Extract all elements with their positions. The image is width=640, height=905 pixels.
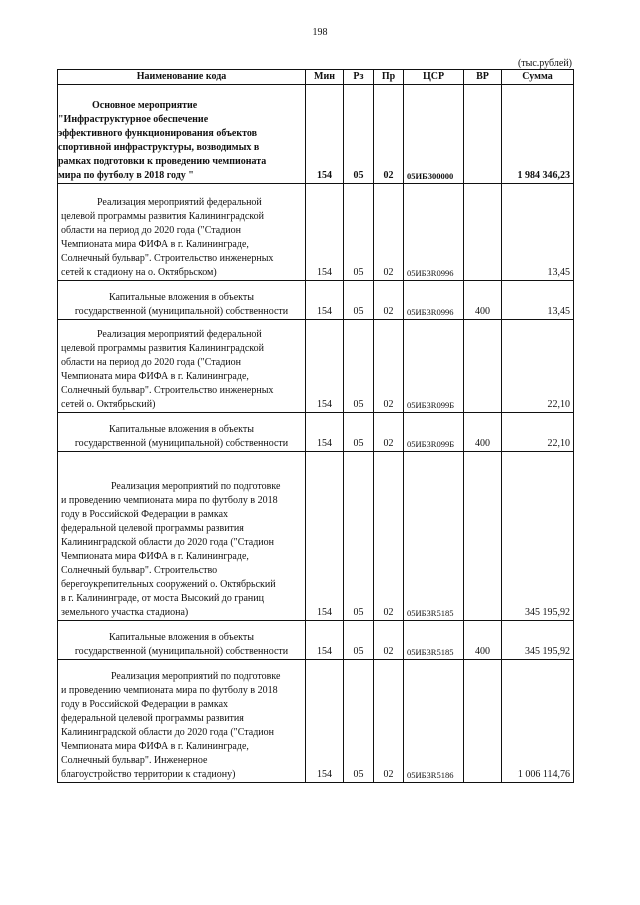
row-name: [58, 452, 306, 621]
cell-sum: 22,10: [502, 320, 574, 413]
cell-min: 154: [306, 660, 344, 783]
name-line: Чемпионата мира ФИФА в г. Калининграде,: [61, 239, 249, 250]
cell-rz: 05: [344, 85, 374, 184]
name-line: государственной (муниципальной) собственности: [74, 438, 289, 449]
cell-min: 154: [306, 452, 344, 621]
name-line: федеральной целевой программы развития: [61, 523, 244, 534]
name-line: Реализация мероприятий по подготовке: [111, 671, 281, 682]
cell-pr: 02: [374, 85, 404, 184]
name-line: федеральной целевой программы развития: [61, 713, 244, 724]
name-line: Солнечный бульвар". Инженерное: [61, 755, 208, 766]
table-row: [58, 660, 574, 783]
name-line: Реализация мероприятий по подготовке: [111, 481, 281, 492]
name-line: Реализация мероприятий федеральной: [97, 197, 262, 208]
header-pr: Пр: [374, 70, 404, 85]
name-line: и проведению чемпионата мира по футболу в 2018: [61, 685, 278, 696]
name-line: Основное мероприятие: [92, 100, 198, 111]
cell-sum: 1 006 114,76: [502, 660, 574, 783]
cell-vr: [464, 660, 502, 783]
cell-pr: 02: [374, 452, 404, 621]
cell-csr: 05ИБ3R5185: [404, 452, 464, 621]
name-line: "Инфраструктурное обеспечение: [58, 114, 209, 125]
cell-pr: 02: [374, 184, 404, 281]
cell-min: 154: [306, 184, 344, 281]
cell-vr: [464, 320, 502, 413]
table-row: [58, 320, 574, 413]
name-line: Чемпионата мира ФИФА в г. Калининграде,: [61, 741, 249, 752]
header-sum: Сумма: [502, 70, 574, 85]
name-line: Калининградской области до 2020 года ("Стадион: [61, 537, 275, 548]
cell-vr: 400: [464, 621, 502, 660]
row-name: [58, 660, 306, 783]
cell-pr: 02: [374, 660, 404, 783]
table-header-row: [58, 70, 574, 85]
name-line: государственной (муниципальной) собственности: [74, 646, 289, 657]
budget-table: [57, 69, 574, 783]
cell-vr: [464, 184, 502, 281]
name-line: области на период до 2020 года ("Стадион: [61, 225, 242, 236]
cell-pr: 02: [374, 413, 404, 452]
cell-vr: 400: [464, 281, 502, 320]
name-line: рамках подготовки к проведению чемпионата: [58, 156, 267, 167]
cell-min: 154: [306, 413, 344, 452]
row-name: [58, 184, 306, 281]
header-rz: Рз: [344, 70, 374, 85]
header-csr: ЦСР: [404, 70, 464, 85]
row-name: [58, 621, 306, 660]
cell-rz: 05: [344, 452, 374, 621]
name-line: спортивной инфраструктуры, возводимых в: [58, 142, 260, 153]
name-line: году в Российской Федерации в рамках: [61, 699, 229, 710]
name-line: Реализация мероприятий федеральной: [97, 329, 262, 340]
table-row: [58, 413, 574, 452]
table-row: [58, 85, 574, 184]
table-row: [58, 621, 574, 660]
name-line: благоустройство территории к стадиону): [61, 769, 236, 780]
row-name: [58, 85, 306, 184]
name-line: целевой программы развития Калининградской: [61, 343, 265, 354]
name-line: государственной (муниципальной) собственности: [74, 306, 289, 317]
name-line: целевой программы развития Калининградской: [61, 211, 265, 222]
cell-csr: 05ИБ3R5185: [404, 621, 464, 660]
name-line: Солнечный бульвар". Строительство инженерных: [61, 385, 274, 396]
table-row: [58, 452, 574, 621]
name-line: Капитальные вложения в объекты: [109, 632, 254, 643]
cell-vr: [464, 85, 502, 184]
cell-csr: 05ИБ3R099Б: [404, 320, 464, 413]
name-line: Чемпионата мира ФИФА в г. Калининграде,: [61, 371, 249, 382]
name-line: земельного участка стадиона): [61, 607, 189, 618]
cell-rz: 05: [344, 660, 374, 783]
units-label: (тыс.рублей): [517, 58, 572, 69]
name-line: мира по футболу в 2018 году ": [58, 170, 194, 181]
cell-min: 154: [306, 320, 344, 413]
name-line: сетей к стадиону на о. Октябрьском): [61, 267, 217, 278]
cell-min: 154: [306, 85, 344, 184]
cell-rz: 05: [344, 281, 374, 320]
cell-pr: 02: [374, 621, 404, 660]
cell-sum: 13,45: [502, 281, 574, 320]
row-name: [58, 320, 306, 413]
cell-min: 154: [306, 621, 344, 660]
header-vr: ВР: [464, 70, 502, 85]
name-line: Калининградской области до 2020 года ("Стадион: [61, 727, 275, 738]
cell-rz: 05: [344, 184, 374, 281]
cell-rz: 05: [344, 621, 374, 660]
header-name: Наименование кода: [58, 70, 306, 85]
cell-sum: 345 195,92: [502, 452, 574, 621]
row-name: [58, 281, 306, 320]
name-line: и проведению чемпионата мира по футболу в 2018: [61, 495, 278, 506]
cell-csr: 05ИБ3R0996: [404, 184, 464, 281]
name-line: области на период до 2020 года ("Стадион: [61, 357, 242, 368]
name-line: Капитальные вложения в объекты: [109, 292, 254, 303]
cell-pr: 02: [374, 281, 404, 320]
cell-min: 154: [306, 281, 344, 320]
name-line: Солнечный бульвар". Строительство инженерных: [61, 253, 274, 264]
cell-sum: 345 195,92: [502, 621, 574, 660]
cell-csr: 05ИБ3R5186: [404, 660, 464, 783]
cell-csr: 05ИБ300000: [404, 85, 464, 184]
cell-csr: 05ИБ3R099Б: [404, 413, 464, 452]
table-row: [58, 281, 574, 320]
name-line: Капитальные вложения в объекты: [109, 424, 254, 435]
cell-rz: 05: [344, 413, 374, 452]
name-line: эффективного функционирования объектов: [58, 128, 258, 139]
name-line: берегоукрепительных сооружений о. Октябрьский: [61, 579, 276, 590]
cell-rz: 05: [344, 320, 374, 413]
row-name: [58, 413, 306, 452]
cell-vr: [464, 452, 502, 621]
cell-sum: 1 984 346,23: [502, 85, 574, 184]
cell-pr: 02: [374, 320, 404, 413]
name-line: в г. Калининграде, от моста Высокий до границ: [61, 593, 264, 604]
cell-vr: 400: [464, 413, 502, 452]
name-line: сетей о. Октябрьский): [61, 399, 156, 410]
cell-csr: 05ИБ3R0996: [404, 281, 464, 320]
page-number: 198: [312, 27, 328, 38]
name-line: году в Российской Федерации в рамках: [61, 509, 229, 520]
name-line: Солнечный бульвар". Строительство: [61, 565, 218, 576]
name-line: Чемпионата мира ФИФА в г. Калининграде,: [61, 551, 249, 562]
cell-sum: 22,10: [502, 413, 574, 452]
header-min: Мин: [306, 70, 344, 85]
table-row: [58, 184, 574, 281]
cell-sum: 13,45: [502, 184, 574, 281]
